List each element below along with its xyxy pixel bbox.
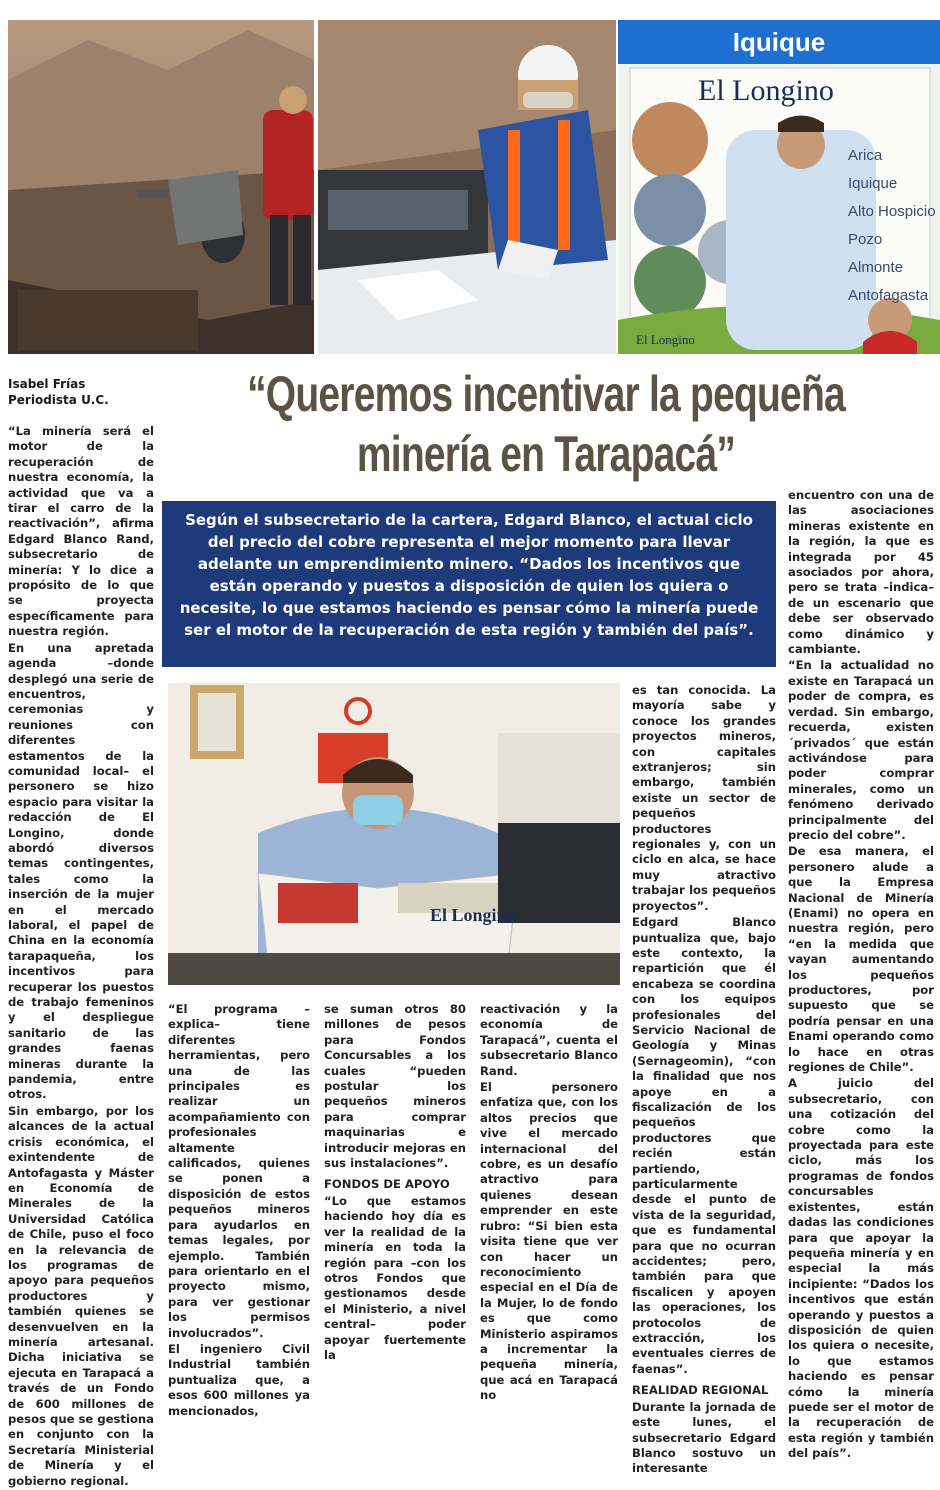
photo-reading-newspaper — [168, 683, 620, 985]
paragraph: “El programa –explica– tiene diferentes herramientas, pero una de las principales es realizar un acompañamiento con profesionales altamente calificados, quienes se ponen a disposición de estos pequeños mineros para ayudarlos en temas legales, por ejemplo. También para orientarlo en el proyecto mismo, para ver gestionar los permisos involucrados”. — [168, 1002, 310, 1340]
paragraph: En una apretada agenda –donde desplegó una serie de encuentros, ceremonias y reuniones con diferentes estamentos de la comunidad local– el personero se hizo espacio para visitar la redacción de El Longino, donde abordó diversos temas contingentes, tales como la inserción de la mujer en el mercado laboral, el papel de China en la economía tarapaqueña, los incentivos para recuperar los puestos de trabajo femeninos y el despliegue sanitario de las grandes faenas mineras durante la pandemia, entre otros. — [8, 640, 154, 1102]
paragraph: De esa manera, el personero alude a que la Empresa Nacional de Minería (Enami) no opera en nuestra región, pero “en la medida que vayan aumentando los pequeños productores, por supuesto que se podría pensar en una Enami operando como lo hace en otras regiones de Chile”. — [788, 844, 934, 1075]
photo-artisanal-miner — [8, 20, 314, 354]
headline: “Queremos incentivar la pequeña minería en Tarapacá” — [247, 366, 845, 482]
column-5 — [632, 683, 776, 1478]
banner-brand: El Longino — [698, 74, 834, 107]
paragraph: El ingeniero Civil Industrial también puntualiza que, a esos 600 millones ya mencionados, — [168, 1341, 310, 1418]
paragraph: “La minería será el motor de la recuperación de nuestra economía, la actividad que va a tirar el carro de la reactivación”, afirma Edgard Blanco Rand, subsecretario de minería: Y lo dice a propósito de lo que se proyecta específicamente para nuestra región. — [8, 424, 154, 639]
paragraph: Sin embargo, por los alcances de la actual crisis económica, el exintendente de Antofagasta y Máster en Economía de Minerales de la Universidad Católica de Chile, puso el foco en la relevancia de los programas de apoyo para pequeños productores y también quienes se desenvuelven en la minería artesanal. Dicha iniciativa se ejecuta en Tarapacá a través de un Fondo de 600 millones de pesos que se gestiona en conjunto con la Secretaría Ministerial de Minería y el gobierno regional. — [8, 1103, 154, 1488]
paragraph: se suman otros 80 millones de pesos para Fondos Concursables a los cuales “pueden postular los pequeños mineros para comprar maquinarias e introducir mejoras en sus instalaciones”. — [324, 1002, 466, 1171]
photo-miner-helmet — [318, 20, 616, 354]
banner-places — [848, 142, 940, 310]
paragraph: A juicio del subsecretario, con una cotización del cobre como la proyectada para este ciclo, más los programas de fondos concursables existentes, están dadas las condiciones para que apoyar la pequeña minería y en especial la más incipiente: “Dados los incentivos que están operando y puestos a disposición de quien los quiera o necesite, lo que estamos haciendo es pensar cómo la minería puede ser el motor de la recuperación de esta región y también del país”. — [788, 1076, 934, 1461]
newspaper-masthead: El Longino — [430, 905, 516, 925]
paragraph: es tan conocida. La mayoría sabe y conoce los grandes proyectos mineros, con capitales extranjeros; sin embargo, también existe un sector de pequeños productores regionales y, con un ciclo en alca, se hace muy atractivo trabajar los pequeños proyectos”. — [632, 683, 776, 913]
paragraph: El personero enfatiza que, con los altos precios que vive el mercado internacional del cobre, es un desafío atractivo para quienes desean emprender en este rubro: “Si bien esta visita tiene que ver con hacer un reconocimiento especial en el Día de la Mujer, lo de fondo es que como Ministerio aspiramos a incrementar la pequeña minería, que acá en Tarapacá no — [480, 1080, 618, 1403]
paragraph: “Lo que estamos haciendo hoy día es ver la realidad de la minería en toda la región para –con los otros Fondos que gestionamos desde el Ministerio, a nivel central– poder apoyar fuertemente la — [324, 1193, 466, 1362]
photo-banner-subsecretario — [618, 20, 940, 354]
column-2 — [168, 1002, 310, 1420]
paragraph: Edgard Blanco puntualiza que, bajo este contexto, la repartición que él encabeza se coordina con los equipos profesionales del Servicio Nacional de Geología y Minas (Sernageomin), “con la finalidad que nos apoye en a fiscalización de los pequeños productores que recién están partiendo, particularmente desde el punto de vista de la seguridad, que es fundamental para que no ocurran accidentes; pero, también para que fiscalicen y apoyen las operaciones, los protocolos de extracción, los eventuales cierres de faenas”. — [632, 915, 776, 1376]
paragraph: reactivación y la economía de Tarapacá”, cuenta el subsecretario Blanco Rand. — [480, 1002, 618, 1078]
byline — [8, 376, 158, 408]
subhead-fondos: FONDOS DE APOYO — [324, 1177, 450, 1192]
byline-name: Isabel Frías — [8, 377, 86, 391]
paragraph: encuentro con una de las asociaciones mineras existente en la región, la que es integrada por 45 asociados por ahora, pero se trata –indica– de un escenario que debe ser observado como dinámico y cambiante. — [788, 488, 934, 657]
banner-place: Alto Hospicio — [848, 203, 936, 220]
byline-role: Periodista U.C. — [8, 393, 109, 407]
paragraph: Durante la jornada de este lunes, el subsecretario Edgard Blanco sostuvo un interesante — [632, 1399, 776, 1476]
banner-brand-small: El Longino — [636, 332, 695, 347]
column-4 — [480, 1002, 618, 1405]
subhead-realidad: REALIDAD REGIONAL — [632, 1383, 769, 1398]
column-1 — [8, 424, 154, 1490]
banner-place: Antofagasta — [848, 287, 929, 304]
column-6 — [788, 488, 934, 1463]
section-tag: Iquique — [618, 20, 940, 64]
column-3 — [324, 1002, 466, 1364]
paragraph: “En la actualidad no existe en Tarapacá un poder de compra, es verdad. Sin embargo, recuerda, existen ´privados´ que están activándose para poder comprar minerales, como un fenómeno derivado principalmente del precio del cobre”. — [788, 658, 934, 842]
lead-box: Según el subsecretario de la cartera, Edgard Blanco, el actual ciclo del precio del cobre representa el mejor momento para llevar adelante un emprendimiento minero. “Dados los incentivos que están operando y puestos a disposición de quien los quiera o necesite, lo que estamos haciendo es pensar cómo la minería puede ser el motor de la recuperación de esta región y también del país”. — [162, 501, 776, 667]
banner-place: Arica — [848, 147, 883, 164]
banner-place: Pozo Almonte — [848, 231, 904, 276]
banner-place: Iquique — [848, 175, 898, 192]
